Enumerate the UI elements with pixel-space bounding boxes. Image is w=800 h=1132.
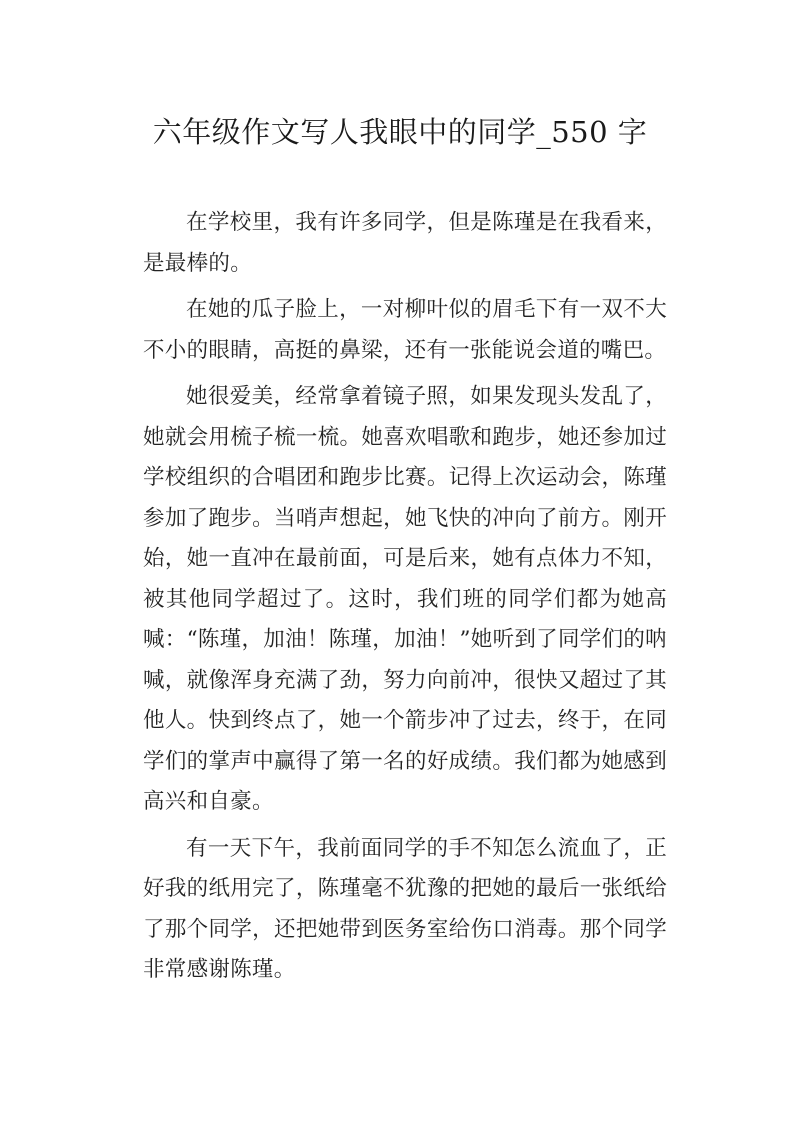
paragraph: 在她的瓜子脸上，一对柳叶似的眉毛下有一双不大不小的眼睛，高挺的鼻梁，还有一张能说会道的嘴巴。 — [143, 297, 667, 363]
paragraph: 她很爱美，经常拿着镜子照，如果发现头发乱了，她就会用梳子梳一梳。她喜欢唱歌和跑步，她还参加过学校组织的合唱团和跑步比赛。记得上次运动会，陈瑾参加了跑步。当哨声想起，她飞快的冲向了前方。刚开始，她一直冲在最前面，可是后来，她有点体力不知，被其他同学超过了。这时，我们班的同学们都为她高喊：“陈瑾，加油！陈瑾，加油！”她听到了同学们的呐喊，就像浑身充满了劲，努力向前冲，很快又超过了其他人。快到终点了，她一个箭步冲了过去，终于，在同学们的掌声中赢得了第一名的好成绩。我们都为她感到高兴和自豪。 — [143, 384, 667, 814]
paragraph: 在学校里，我有许多同学，但是陈瑾是在我看来，是最棒的。 — [143, 210, 667, 276]
document-title: 六年级作文写人我眼中的同学_550 字 — [152, 115, 648, 149]
paragraph: 有一天下午，我前面同学的手不知怎么流血了，正好我的纸用完了，陈瑾毫不犹豫的把她的最后一张纸给了那个同学，还把她带到医务室给伤口消毒。那个同学非常感谢陈瑾。 — [143, 835, 667, 982]
document-body — [143, 203, 667, 997]
